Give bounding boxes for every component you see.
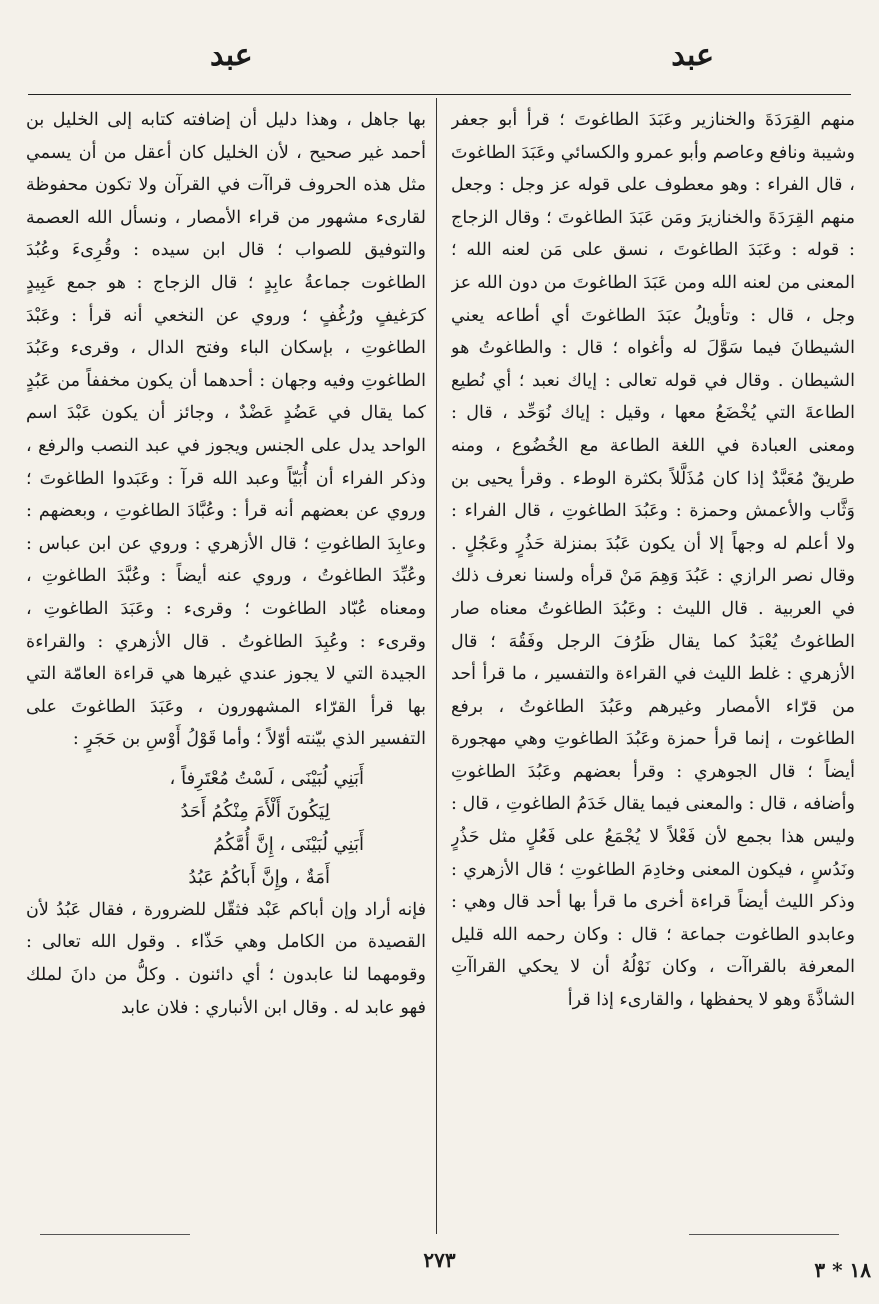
right-column-text: منهم القِرَدَةَ والخنازير وعَبَدَ الطاغوتَ ؛ قرأ أبو جعفر وشيبة ونافع وعاصم وأبو عمرو والكسائي وعَبَدَ الطاغوتَ ، قال الفراء : وهو معطوف على قوله عز وجل : وجعل منهم القِرَدَةَ والخنازيرَ ومَن عَبَدَ الطاغوتَ ؛ وقال الزجاج : قوله : وعَبَدَ الطاغوتَ ، نسق على مَن لعنه الله ؛ المعنى من لعنه الله ومن عَبَدَ الطاغوتَ من دون الله عز وجل ، قال : وتأويلُ عبَدَ الطاغوتَ أي أطاعه يعني الشيطانَ فيما سَوَّلَ له وأغواه ؛ قال : والطاغوتُ هو الشيطان . وقال في قوله تعالى : إياك نعبد ؛ أي نُطيع الطاعةَ التي يُخْضَعُ معها ، وقيل : إياك نُوَحِّد ، قال : ومعنى العبادة في اللغة الطاعة مع الخُضُوع ، ومنه طريقٌ مُعَبَّدٌ إذا كان مُذَلَّلاً بكثرة الوطء . وقرأ يحيى بن وَثَّاب والأعمش وحمزة : وعَبُدَ الطاغوتِ ، قال الفراء : ولا أعلم له وجهاً إلا أن يكون عَبُدَ بمنزلة حَذُرٍ وعَجُلٍ . وقال نصر الرازي : عَبُدَ وَهِمَ مَنْ قرأه ولسنا نعرف ذلك في العربية . قال الليث : وعَبُدَ الطاغوتُ معناه صار الطاغوتُ يُعْبَدُ كما يقال ظَرُفَ الرجل وفَقُهَ ؛ قال الأزهري : غلط الليث في القراءة والتفسير ، ما قرأ أحد من قرّاء الأمصار وغيرهم وعَبُدَ الطاغوتُ ، برفع الطاغوت ، إنما قرأ حمزة وعَبُدَ الطاغوتِ وهي مهجورة أيضاً ؛ قال الجوهري : وقرأ بعضهم وعَبُدَ الطاغوتِ وأضافه ، قال : والمعنى فيما يقال خَدَمُ الطاغوتِ ، قال : وليس هذا بجمع لأن فَعْلاً لا يُجْمَعُ على فَعُلٍ مثل حَذُرٍ ونَدُسٍ ، فيكون المعنى وخادِمَ الطاغوتِ ؛ قال الأزهري : وذكر الليث أيضاً قراءة أخرى ما قرأ بها أحد قال وهي : وعابدو الطاغوت جماعة ؛ قال : وكان رحمه الله قليل المعرفة بالقراآت ، وكان نَوْلُهُ أن لا يحكي القراآتِ الشاذَّةَ وهو لا يحفظها ، والقارىء إذا قرأ	[451, 110, 855, 1011]
poem-verse	[26, 762, 426, 894]
left-column	[26, 104, 426, 1228]
footer-rule-right	[689, 1234, 839, 1235]
page-number: ٢٧٣	[423, 1248, 456, 1272]
left-column-continuation: فإنه أراد وإن أباكم عَبْد فثقّل للضرورة ، فقال عَبُدُ لأن القصيدة من الكامل وهي حَذّاء . وقول الله تعالى : وقومهما لنا عابدون ؛ أي دائنون . وكلُّ من دانَ لملك فهو عابد له . وقال ابن الأنباري : فلان عابد	[26, 899, 426, 1018]
right-column	[451, 104, 855, 1228]
verse-line-1: أَبَنِي لُبَيْنَى ، لَسْتُ مُعْتَرِفاً ،	[169, 767, 364, 789]
header-keyword-left: عبد	[210, 38, 253, 73]
column-divider	[436, 98, 437, 1234]
header-keyword-right: عبد	[671, 38, 714, 73]
signature-mark: ١٨ * ٣	[814, 1258, 871, 1282]
verse-line-4: أَمَةٌ ، وإِنَّ أَباكُمُ عَبُدُ	[188, 866, 330, 888]
verse-line-2: لِيَكُونَ أَلْأَمَ مِنْكُمُ أَحَدُ	[180, 800, 330, 822]
verse-line-3: أَبَنِي لُبَيْنَى ، إِنَّ أُمَّكُمُ	[213, 833, 364, 855]
footer-rule-left	[40, 1234, 190, 1235]
header-rule	[28, 94, 851, 95]
left-column-text: بها جاهل ، وهذا دليل أن إضافته كتابه إلى الخليل بن أحمد غير صحيح ، لأن الخليل كان أعقل من أن يسمي مثل هذه الحروف قراآت في القرآن ولا تكون محفوظة لقارىء مشهور من قراء الأمصار ، ونسأل الله العصمة والتوفيق للصواب ؛ قال ابن سيده : وقُرِىءَ وعُبُدَ الطاغوت جماعةُ عابِدٍ ؛ قال الزجاج : هو جمع عَبِيدٍ كرَغيفٍ ورُغُفٍ ؛ وروي عن النخعي أنه قرأ : وعَبْدَ الطاغوتِ ، بإسكان الباء وفتح الدال ، وقرىء وعَبُدَ الطاغوتِ وفيه وجهان : أحدهما أن يكون مخففاً من عَبُدٍ كما يقال في عَضُدٍ عَضْدٌ ، وجائز أن يكون عَبْدَ اسم الواحد يدل على الجنس ويجوز في عبد النصب والرفع ، وذكر الفراء أن أُبَيّاً وعبد الله قرآ : وعَبَدوا الطاغوتَ ؛ وروي عن بعضهم أنه قرأ : وعُبَّادَ الطاغوتِ ، وبعضهم : وعابِدَ الطاغوتِ ؛ قال الأزهري : وروي عن ابن عباس : وعُبِّدَ الطاغوتُ ، وروي عنه أيضاً : وعُبَّدَ الطاغوتِ ، ومعناه عُبّاد الطاغوت ؛ وقرىء : وعَبَدَ الطاغوتِ ، وقرىء : وعُبِدَ الطاغوتُ . قال الأزهري : والقراءة الجيدة التي لا يجوز عندي غيرها هي قراءة العامّة التي بها قرأ القرّاء المشهورون ، وعَبَدَ الطاغوتَ على التفسير الذي بيّنته أوّلاً ؛ وأما قَوْلُ أَوْسِ بن حَجَرٍ :	[26, 110, 426, 750]
